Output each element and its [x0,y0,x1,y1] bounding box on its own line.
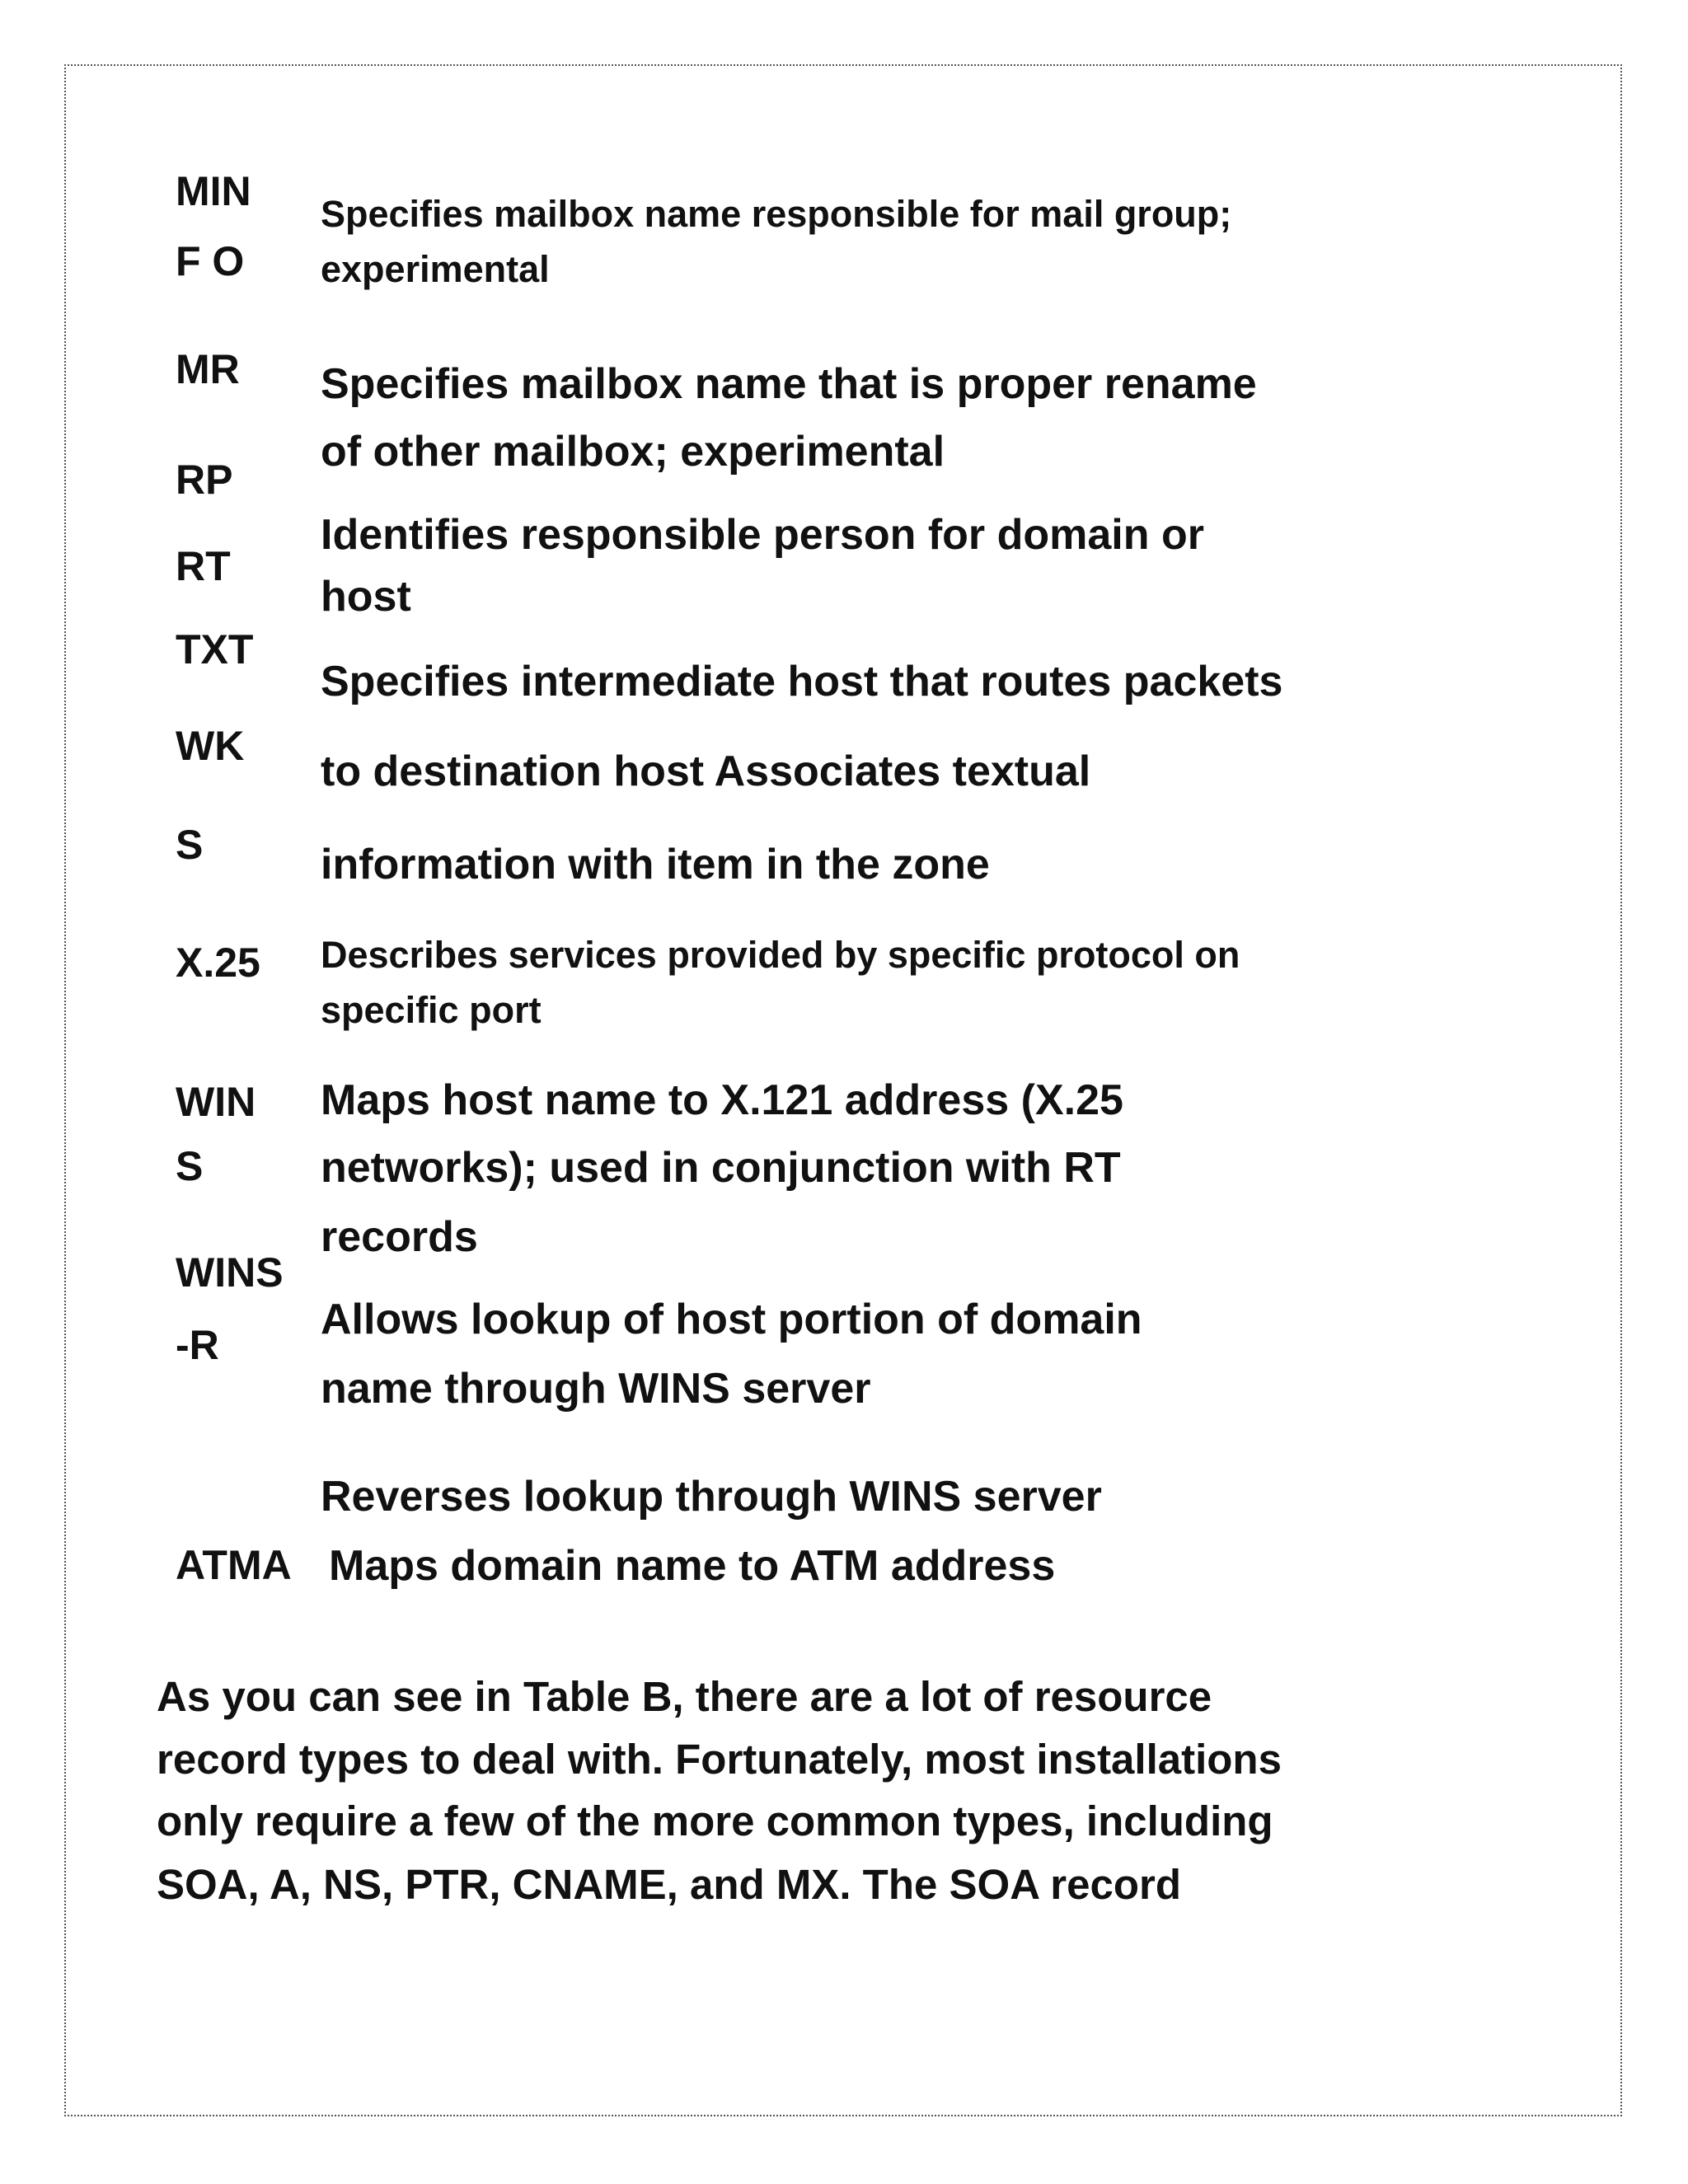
record-desc-mr-line2: of other mailbox; experimental [321,428,945,476]
record-desc-rt-txt-line1: Specifies intermediate host that routes packets [321,658,1283,705]
record-code-wins-line2: S [176,1143,204,1189]
record-code-txt: TXT [176,626,254,673]
record-desc-rt-txt-line3: information with item in the zone [321,841,990,888]
record-desc-x25-line1: Maps host name to X.121 address (X.25 [321,1076,1123,1124]
record-code-wks-line2: S [176,822,204,868]
paragraph-line-2: record types to deal with. Fortunately, most installations [157,1736,1282,1783]
record-code-rt: RT [176,543,231,589]
record-desc-minfo-line1: Specifies mailbox name responsible for mail group; [321,193,1232,235]
paragraph-line-4: SOA, A, NS, PTR, CNAME, and MX. The SOA record [157,1861,1182,1908]
record-desc-wins-line2: name through WINS server [321,1365,871,1413]
record-desc-mr-line1: Specifies mailbox name that is proper rename [321,360,1257,408]
record-code-atma: ATMA [176,1542,292,1588]
record-code-winsr-line2: -R [176,1322,219,1368]
record-desc-rt-txt-line2: to destination host Associates textual [321,748,1091,795]
record-desc-x25-line2: networks); used in conjunction with RT [321,1144,1121,1192]
record-desc-wks-line2: specific port [321,989,542,1031]
record-code-minfo-line2: F O [176,238,245,284]
record-desc-atma: Maps domain name to ATM address [329,1542,1056,1590]
record-desc-x25-line3: records [321,1213,478,1261]
paragraph-line-1: As you can see in Table B, there are a lot of resource [157,1673,1212,1720]
record-code-rp: RP [176,457,233,503]
paragraph-line-3: only require a few of the more common types, including [157,1797,1273,1844]
record-desc-minfo-line2: experimental [321,248,550,290]
record-code-wks-line1: WK [176,723,245,769]
record-code-winsr-line1: WINS [176,1249,284,1296]
record-code-mr: MR [176,346,240,392]
record-code-wins-line1: WIN [176,1079,256,1125]
record-desc-wins-line1: Allows lookup of host portion of domain [321,1296,1142,1343]
record-code-x25: X.25 [176,940,260,986]
record-desc-wks-line1: Describes services provided by specific protocol on [321,934,1240,976]
record-desc-rp-line2: host [321,573,411,621]
record-desc-winsr: Reverses lookup through WINS server [321,1473,1102,1521]
record-desc-rp-line1: Identifies responsible person for domain or [321,511,1204,559]
record-code-minfo-line1: MIN [176,168,251,214]
